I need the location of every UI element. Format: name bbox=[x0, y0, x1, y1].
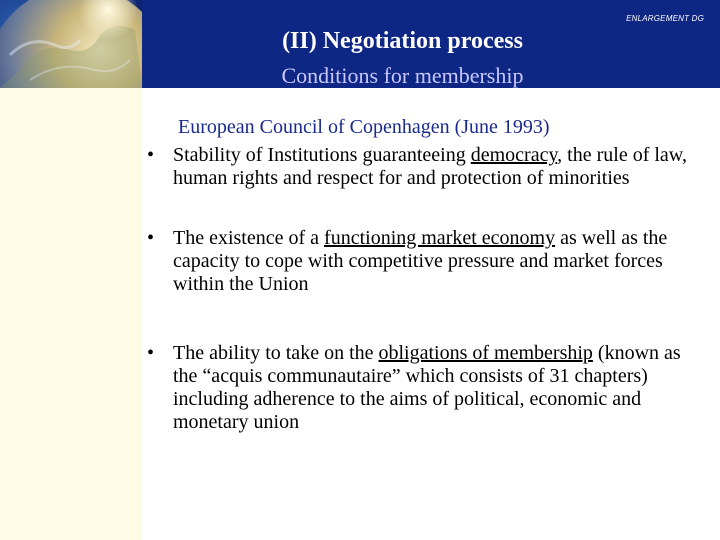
bullet-underline: obligations of membership bbox=[378, 342, 593, 364]
bullet-text: The ability to take on the bbox=[173, 342, 379, 364]
globe-image bbox=[0, 0, 142, 88]
bullet-marker: • bbox=[147, 227, 155, 249]
bullet-item bbox=[142, 227, 702, 296]
bullet-list bbox=[142, 144, 702, 434]
bullet-marker: • bbox=[147, 342, 155, 364]
header-bar bbox=[0, 0, 720, 88]
bullet-underline: functioning market economy bbox=[324, 227, 556, 249]
bullet-underline: democracy bbox=[470, 144, 558, 166]
bullet-marker: • bbox=[147, 144, 155, 166]
bullet-item bbox=[142, 342, 702, 434]
bullet-text: Stability of Institutions guaranteeing bbox=[173, 144, 471, 166]
slide-title: (II) Negotiation process bbox=[282, 28, 523, 54]
section-heading: European Council of Copenhagen (June 1993) bbox=[178, 116, 550, 138]
org-label: ENLARGEMENT DG bbox=[626, 14, 704, 23]
bullet-item bbox=[142, 144, 702, 190]
slide-subtitle: Conditions for membership bbox=[281, 63, 524, 88]
bullet-text: (known as the “acquis communautaire” which consists of 31 chapters) including adherence to the aims of political, economic and monetary union bbox=[173, 342, 681, 433]
bullet-text: , the rule of law, human rights and respect for and protection of minorities bbox=[173, 144, 687, 189]
bullet-text: The existence of a bbox=[173, 227, 325, 249]
left-sidebar bbox=[0, 88, 142, 540]
bullet-text: as well as the capacity to cope with competitive pressure and market forces within the Union bbox=[173, 227, 668, 295]
